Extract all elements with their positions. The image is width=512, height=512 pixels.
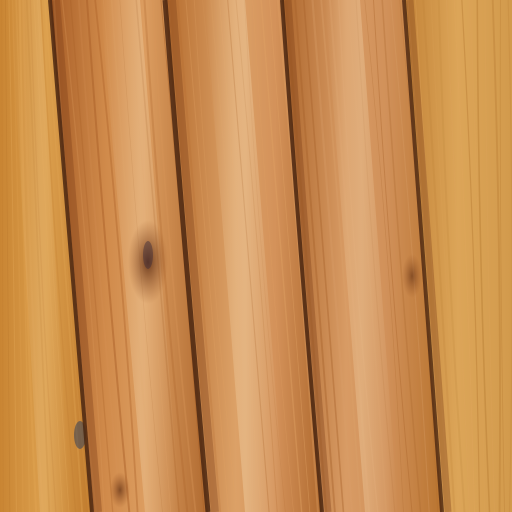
knot-mark [143, 241, 153, 269]
knot-mark [402, 254, 422, 298]
knot-mark [110, 472, 130, 508]
